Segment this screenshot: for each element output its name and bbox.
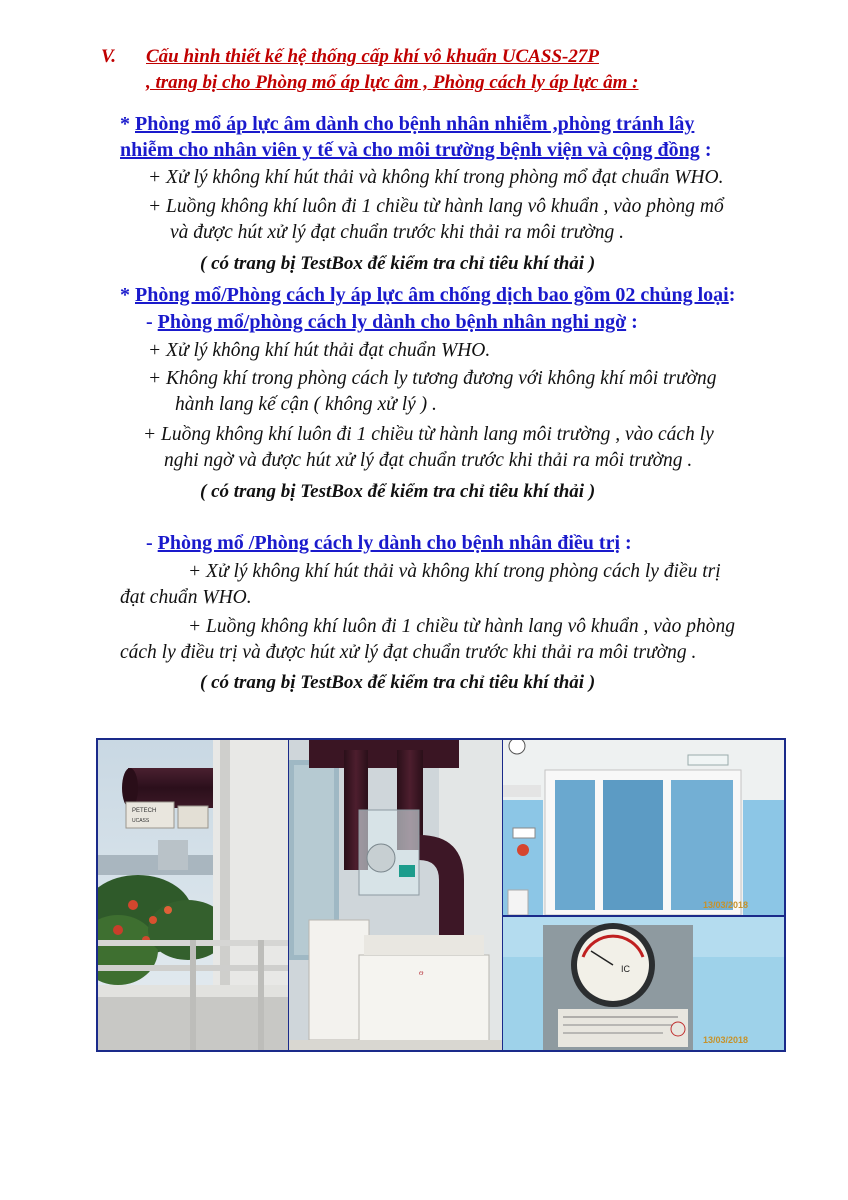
sub2-heading (146, 532, 632, 555)
section-title-line2: , trang bị cho Phòng mổ áp lực âm , Phòng cách ly áp lực âm : (146, 72, 639, 93)
photo-exhaust-balcony (98, 740, 288, 1050)
sub1-dash: - (146, 311, 153, 333)
photo-collage (96, 738, 786, 1052)
block1-item1: + Xử lý không khí hút thải và không khí trong phòng mổ đạt chuẩn WHO. (148, 167, 724, 188)
sub2-heading-text: Phòng mổ /Phòng cách ly dành cho bệnh nhân điều trị (157, 532, 621, 554)
svg-text:Ɵ: Ɵ (419, 971, 424, 977)
sub1-item3-line2: nghi ngờ và được hút xử lý đạt chuẩn trước khi thải ra môi trường . (164, 450, 693, 471)
sub2-note: ( có trang bị TestBox để kiểm tra chỉ tiêu khí thải ) (200, 672, 596, 693)
sub1-heading-colon: : (631, 311, 638, 333)
photo1-brand-label: PETECH (132, 808, 157, 814)
block2-heading-colon: : (728, 284, 736, 306)
photo-pressure-gauge (503, 917, 784, 1050)
sub1-item2-line1: + Không khí trong phòng cách ly tương đương với không khí môi trường (148, 368, 717, 389)
section-number: V. (101, 46, 116, 67)
block2-star: * (120, 284, 130, 306)
block1-heading-line1 (120, 113, 694, 136)
block2-heading (120, 284, 735, 307)
block1-heading-text2: nhiễm cho nhân viên y tế và cho môi trường bệnh viện và cộng đồng (120, 139, 700, 161)
section-title-line1: Cấu hình thiết kế hệ thống cấp khí vô khuẩn UCASS-27P (146, 46, 599, 67)
block2-heading-text: Phòng mổ/Phòng cách ly áp lực âm chống dịch bao gồm 02 chủng loại (135, 284, 729, 306)
block1-heading-colon: : (704, 139, 712, 161)
block1-item2-line1: + Luồng không khí luôn đi 1 chiều từ hành lang vô khuẩn , vào phòng mổ (148, 196, 724, 217)
sub2-item2-line2: cách ly điều trị và được hút xử lý đạt chuẩn trước khi thải ra môi trường . (120, 642, 697, 663)
sub1-heading-text: Phòng mổ/phòng cách ly dành cho bệnh nhân nghi ngờ (157, 311, 627, 333)
photo3-date-stamp: 13/03/2018 (703, 900, 749, 910)
sub2-item2-line1: + Luồng không khí luôn đi 1 chiều từ hành lang vô khuẩn , vào phòng (188, 616, 735, 637)
photo4-date-stamp: 13/03/2018 (703, 1035, 749, 1045)
photo-isolation-door (503, 740, 784, 915)
sub2-dash: - (146, 532, 153, 554)
sub2-heading-colon: : (625, 532, 632, 554)
sub1-heading (146, 311, 638, 334)
block1-star: * (120, 113, 130, 135)
sub1-note: ( có trang bị TestBox để kiểm tra chỉ tiêu khí thải ) (200, 481, 596, 502)
sub1-item2-line2: hành lang kế cận ( không xử lý ) . (175, 394, 437, 415)
block1-heading-line2 (120, 139, 711, 162)
photo-interior-ducts (289, 740, 502, 1050)
block1-heading-text1: Phòng mổ áp lực âm dành cho bệnh nhân nhiễm ,phòng tránh lây (135, 113, 695, 135)
block1-note: ( có trang bị TestBox để kiểm tra chỉ tiêu khí thải ) (200, 253, 596, 274)
photo1-model-label: UCASS (132, 818, 150, 824)
sub1-item1: + Xử lý không khí hút thải đạt chuẩn WHO. (148, 340, 491, 361)
sub2-item1-line2: đạt chuẩn WHO. (120, 587, 252, 608)
photo4-gauge-unit: IC (621, 964, 630, 974)
block1-item2-line2: và được hút xử lý đạt chuẩn trước khi thải ra môi trường . (170, 222, 624, 243)
sub2-item1-line1: + Xử lý không khí hút thải và không khí trong phòng cách ly điều trị (188, 561, 721, 582)
sub1-item3-line1: + Luồng không khí luôn đi 1 chiều từ hành lang môi trường , vào cách ly (143, 424, 714, 445)
